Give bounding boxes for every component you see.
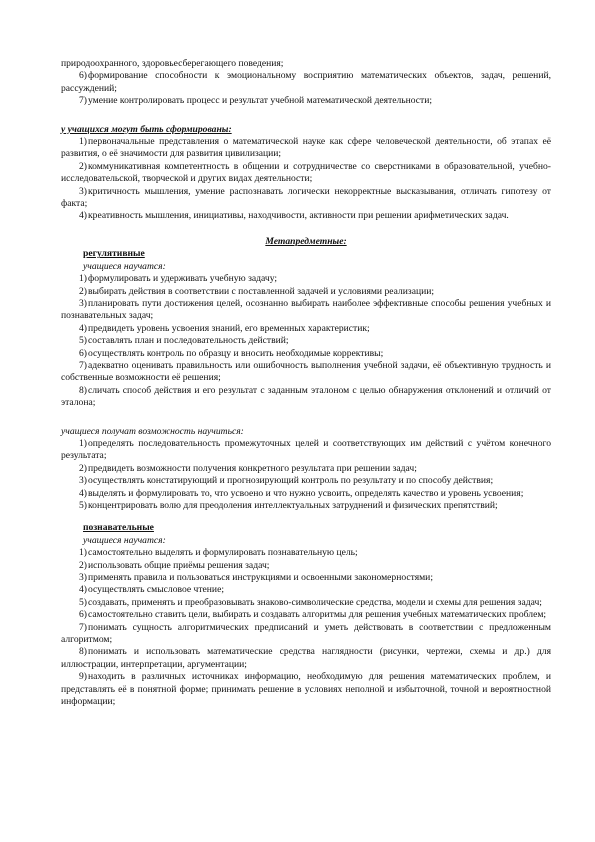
list-item-number: 1)	[79, 547, 87, 559]
metasubject-heading: Метапредметные:	[265, 235, 347, 247]
list-item-number: 4)	[79, 584, 87, 596]
list-item	[61, 500, 551, 512]
list-item	[61, 136, 551, 161]
list-item-number: 6)	[79, 609, 87, 621]
list-item	[61, 584, 551, 596]
list-item-number: 7)	[79, 359, 87, 371]
list-item	[61, 360, 551, 385]
list-item	[61, 335, 551, 347]
list-item-number: 8)	[79, 646, 87, 658]
list-item	[61, 488, 551, 500]
list-item-text: критичность мышления, умение распознавать логически некорректные высказывания, отличать гипотезу от факта;	[61, 185, 551, 210]
may-form-heading: у учащихся могут быть сформированы:	[61, 123, 232, 135]
list-item-number: 4)	[79, 487, 87, 499]
list-item	[61, 273, 551, 285]
list-item-text: понимать и использовать математические средства наглядности (рисунки, чертежи, схемы и др.) для иллюстрации, интерпретации, аргументации;	[61, 646, 551, 670]
list-item-number: 2)	[79, 160, 87, 172]
list-item-number: 3)	[79, 572, 87, 584]
list-item-text: осуществлять смысловое чтение;	[88, 584, 224, 596]
list-item-text: создавать, применять и преобразовывать знаково-символические средства, модели и схемы для решения задач;	[88, 596, 542, 608]
list-item-text: формирование способности к эмоциональному восприятию математических объектов, задач, решений, рассуждений;	[61, 70, 551, 94]
list-item-text: определять последовательность промежуточных целей и соответствующих им действий с учётом конечного результата;	[61, 437, 551, 462]
document-page	[61, 58, 551, 709]
list-item-number: 1)	[79, 437, 87, 449]
list-item	[61, 560, 551, 572]
list-item-text: выбирать действия в соответствии с поставленной задачей и условиями реализации;	[88, 285, 435, 297]
list-item-number: 1)	[79, 273, 87, 285]
list-item-text: первоначальные представления о математической науке как сфере человеческой деятельности, об этапах её развития, о её значимости для развития цивилизации;	[61, 136, 551, 160]
list-item-number: 5)	[79, 596, 87, 608]
list-item	[61, 475, 551, 487]
list-item-text: предвидеть возможности получения конкретного результата при решении задач;	[88, 462, 417, 474]
list-item-text: осуществлять контроль по образцу и вносить необходимые коррективы;	[88, 347, 384, 359]
list-item	[61, 323, 551, 335]
paragraph-continuation: природоохранного, здоровьесберегающего поведения;	[61, 58, 284, 69]
list-item	[61, 609, 551, 621]
list-item-number: 2)	[79, 559, 87, 571]
regulatory-opportunity-heading: учащиеся получат возможность научиться:	[61, 425, 244, 437]
list-item	[61, 671, 551, 708]
list-item	[61, 70, 551, 95]
list-item	[61, 298, 551, 323]
list-item	[61, 646, 551, 671]
list-item-text: предвидеть уровень усвоения знаний, его временных характеристик;	[88, 322, 370, 334]
list-item-number: 1)	[79, 136, 87, 148]
list-item	[61, 385, 551, 410]
list-item-number: 7)	[79, 621, 87, 633]
list-item	[61, 622, 551, 647]
list-item	[61, 161, 551, 186]
list-item-number: 9)	[79, 671, 87, 683]
list-item-text: составлять план и последовательность действий;	[88, 335, 289, 347]
intro-list	[61, 70, 551, 107]
list-item-number: 3)	[79, 475, 87, 487]
list-item	[61, 210, 551, 222]
cognitive-group-heading: познавательные	[83, 522, 154, 534]
list-item-text: адекватно оценивать правильность или ошибочность выполнения учебной задачи, её объективную трудность и собственные возможности её решения;	[61, 359, 551, 384]
list-item-number: 6)	[79, 347, 87, 359]
list-item-number: 2)	[79, 285, 87, 297]
list-item-text: формулировать и удерживать учебную задачу;	[88, 273, 278, 285]
list-item	[61, 438, 551, 463]
list-item-text: находить в различных источниках информацию, необходимую для решения математических проблем, и представлять её в понятной форме; принимать решение в условиях неполной и избыточной, точной и вероятностной информации;	[61, 671, 551, 708]
list-item-text: осуществлять констатирующий и прогнозирующий контроль по результату и по способу действия;	[88, 475, 494, 487]
list-item	[61, 286, 551, 298]
list-item-text: использовать общие приёмы решения задач;	[88, 559, 270, 571]
list-item-number: 3)	[79, 185, 87, 197]
may-form-list	[61, 136, 551, 223]
regulatory-subheading: учащиеся научатся:	[83, 260, 166, 272]
list-item-text: умение контролировать процесс и результат учебной математической деятельности;	[88, 95, 433, 107]
list-item-number: 4)	[79, 210, 87, 222]
cognitive-subheading: учащиеся научатся:	[83, 534, 166, 546]
list-item-text: самостоятельно выделять и формулировать познавательную цель;	[88, 547, 358, 559]
list-item	[61, 348, 551, 360]
spacer	[61, 512, 551, 522]
list-item-number: 2)	[79, 462, 87, 474]
list-item-number: 4)	[79, 322, 87, 334]
list-item	[61, 95, 551, 107]
list-item-text: креативность мышления, инициативы, находчивости, активности при решении арифметических задач.	[88, 210, 509, 222]
list-item-number: 8)	[79, 384, 87, 396]
list-item	[61, 463, 551, 475]
list-item	[61, 572, 551, 584]
list-item-text: планировать пути достижения целей, осознанно выбирать наиболее эффективные способы решения учебных и познавательных задач;	[61, 297, 551, 322]
list-item-text: концентрировать волю для преодоления интеллектуальных затруднений и физических препятствий;	[88, 500, 498, 511]
list-item-text: выделять и формулировать то, что усвоено и что нужно усвоить, определять качество и уровень усвоения;	[88, 487, 524, 499]
list-item-number: 5)	[79, 335, 87, 347]
list-item-number: 6)	[79, 70, 87, 82]
list-item-text: сличать способ действия и его результат с заданным эталоном с целью обнаружения отклонений и отличий от эталона;	[61, 384, 551, 409]
list-item-text: самостоятельно ставить цели, выбирать и создавать алгоритмы для решения учебных математических проблем;	[88, 609, 547, 621]
list-item-text: применять правила и пользоваться инструкциями и освоенными закономерностями;	[88, 572, 433, 584]
list-item-number: 5)	[79, 500, 87, 511]
list-item-number: 7)	[79, 95, 87, 107]
list-item	[61, 186, 551, 211]
regulatory-group-heading: регулятивные	[83, 248, 145, 260]
list-item-text: коммуникативная компетентность в общении и сотрудничестве со сверстниками в образовательной, учебно-исследовательской, творческой и других видах деятельности;	[61, 160, 551, 185]
list-item	[61, 597, 551, 609]
cognitive-list	[61, 547, 551, 708]
list-item	[61, 547, 551, 559]
list-item-text: понимать сущность алгоритмических предписаний и уметь действовать в соответствии с предложенным алгоритмом;	[61, 621, 551, 646]
list-item-number: 3)	[79, 297, 87, 309]
regulatory-opportunity-list	[61, 438, 551, 512]
regulatory-list	[61, 273, 551, 409]
